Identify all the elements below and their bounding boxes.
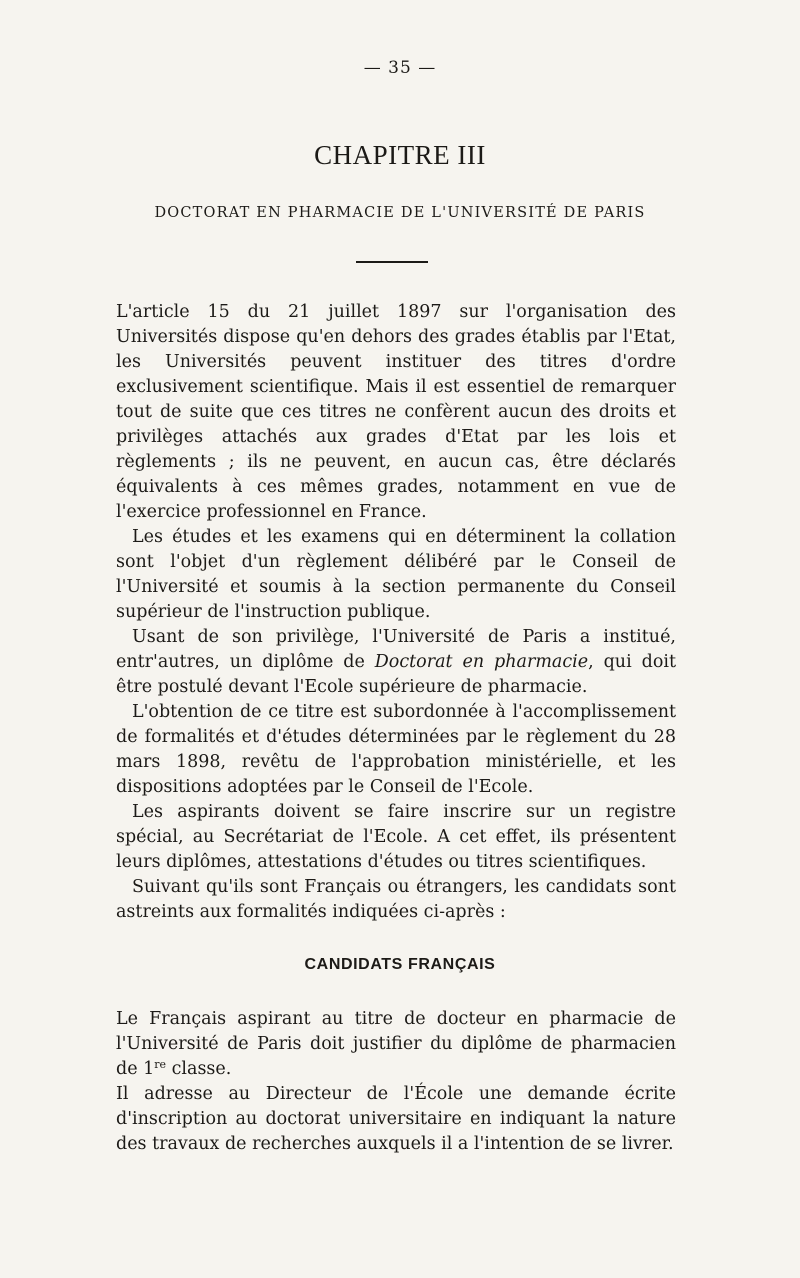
superscript: re xyxy=(154,1058,167,1071)
paragraph xyxy=(116,625,676,700)
paragraph-text: Usant de son privilège, l'Université de Paris a institué, entr'autres, un diplôme de xyxy=(116,627,676,672)
paragraph xyxy=(116,1007,676,1082)
paragraph-text: , qui doit être postulé devant l'Ecole supérieure de pharmacie. xyxy=(116,652,676,697)
page-number: — 35 — xyxy=(363,58,437,78)
intro-text-block xyxy=(116,300,676,925)
section-text-block xyxy=(116,1007,676,1157)
chapter-title: CHAPITRE III xyxy=(314,140,486,170)
paragraph: Les aspirants doivent se faire inscrire sur un registre spécial, au Secrétariat de l'Ecole. A cet effet, ils présentent leurs diplômes, attestations d'études ou titres scientifiques. xyxy=(116,802,676,872)
paragraph: Suivant qu'ils sont Français ou étrangers, les candidats sont astreints aux formalités indiquées ci-après : xyxy=(116,877,676,922)
paragraph: L'obtention de ce titre est subordonnée à l'accomplissement de formalités et d'études déterminées par le règlement du 28 mars 1898, revêtu de l'approbation ministérielle, et les dispositions adoptées par le Conseil de l'Ecole. xyxy=(116,702,676,797)
paragraph: Les études et les examens qui en déterminent la collation sont l'objet d'un règlement délibéré par le Conseil de l'Université et soumis à la section permanente du Conseil supérieur de l'instruction publique. xyxy=(116,527,676,622)
paragraph: L'article 15 du 21 juillet 1897 sur l'organisation des Universités dispose qu'en dehors des grades établis par l'Etat, les Universités peuvent instituer des titres d'ordre exclusivement scientifique. Mais il est essentiel de remarquer tout de suite que ces titres ne confèrent aucun des droits et privilèges attachés aux grades d'Etat par les lois et règlements ; ils ne peuvent, en aucun cas, être déclarés équivalents à ces mêmes grades, notamment en vue de l'exercice professionnel en France. xyxy=(116,302,676,522)
section-heading: CANDIDATS FRANÇAIS xyxy=(304,956,496,973)
paragraph-text: classe. xyxy=(166,1059,232,1079)
title-divider xyxy=(356,261,428,263)
chapter-subtitle: DOCTORAT EN PHARMACIE DE L'UNIVERSITÉ DE PARIS xyxy=(154,205,646,221)
italic-title: Doctorat en pharmacie xyxy=(374,652,589,672)
paragraph-text: Le Français aspirant au titre de docteur en pharmacie de l'Université de Paris doit justifier du diplôme de pharmacien de 1 xyxy=(116,1009,676,1079)
paragraph: Il adresse au Directeur de l'École une demande écrite d'inscription au doctorat universitaire en indiquant la nature des travaux de recherches auxquels il a l'intention de se livrer. xyxy=(116,1084,676,1154)
